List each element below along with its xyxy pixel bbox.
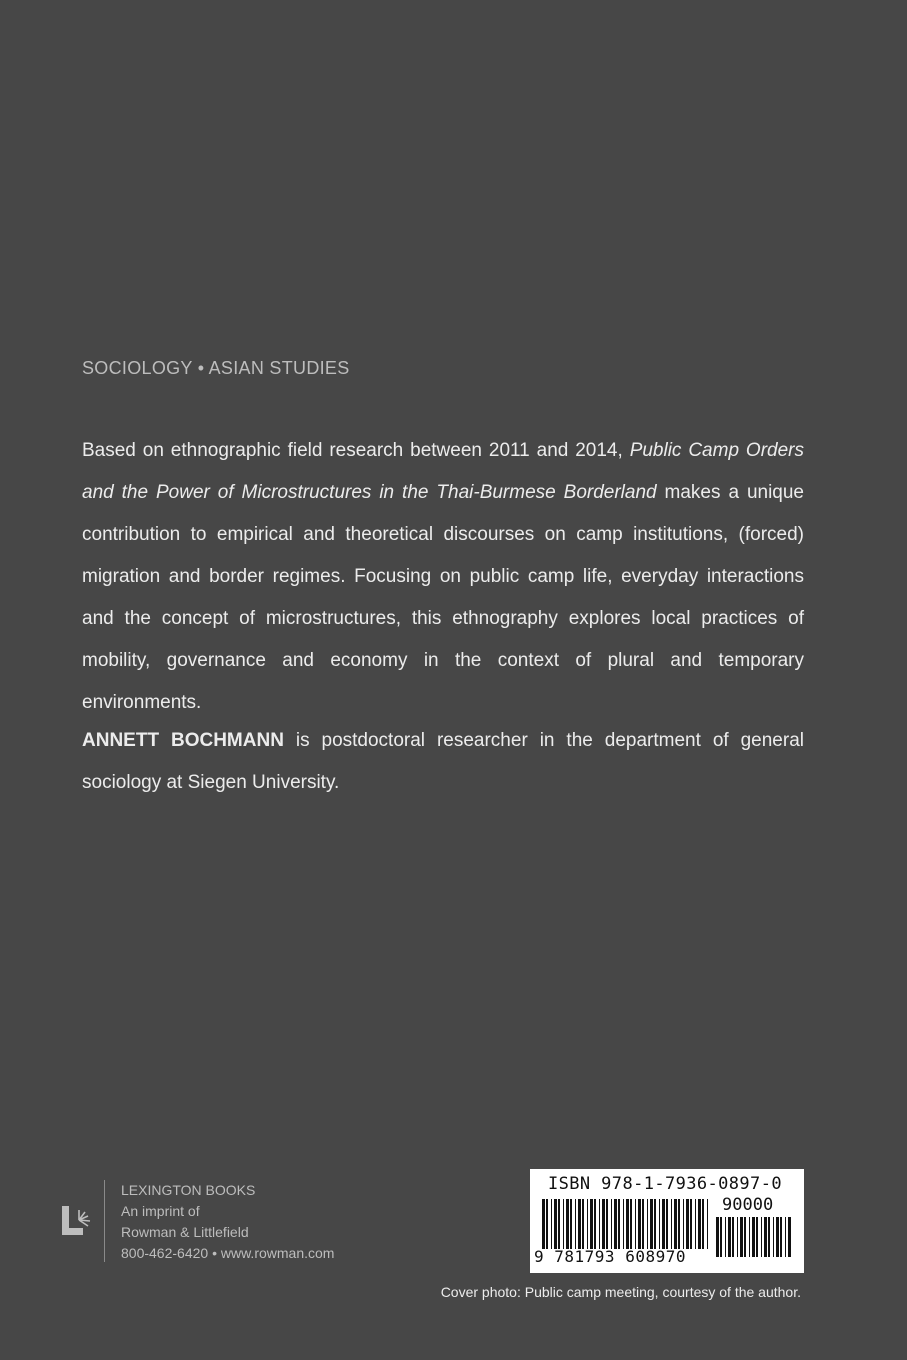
book-title-italic: Public Camp Orders and the Power of Microstructures in the Thai-Burmese Borderland xyxy=(82,440,804,503)
publisher-info xyxy=(121,1180,334,1264)
publisher-contact: 800-462-6420 • www.rowman.com xyxy=(121,1245,335,1261)
cover-photo-credit: Cover photo: Public camp meeting, courtesy of the author. xyxy=(440,1284,801,1300)
ean-digits: 9 781793 608970 xyxy=(534,1247,686,1266)
lexington-books-logo-icon xyxy=(58,1198,98,1244)
author-name: ANNETT BOCHMANN xyxy=(82,730,284,751)
price-code: 90000 xyxy=(722,1195,774,1215)
author-bio-text: is postdoctoral researcher in the department of general sociology at Siegen University. xyxy=(82,730,804,793)
publisher-divider xyxy=(104,1180,105,1262)
subject-category: SOCIOLOGY • ASIAN STUDIES xyxy=(82,358,350,378)
description-intro: Based on ethnographic field research between 2011 and 2014, xyxy=(82,440,630,461)
description-rest: makes a unique contribution to empirical and theoretical discourses on camp institutions, (forced) migration and border regimes. Focusing on public camp life, everyday interactions and the concept of microstructures, this ethnography explores local practices of mobility, governance and economy in the context of plural and temporary environments. xyxy=(82,482,804,713)
author-bio xyxy=(82,720,804,804)
isbn-barcode xyxy=(530,1169,804,1273)
book-description xyxy=(82,430,804,724)
publisher-name: LEXINGTON BOOKS xyxy=(121,1182,256,1198)
imprint-line-2: Rowman & Littlefield xyxy=(121,1224,249,1240)
imprint-line-1: An imprint of xyxy=(121,1203,200,1219)
isbn-number: ISBN 978-1-7936-0897-0 xyxy=(548,1174,782,1194)
